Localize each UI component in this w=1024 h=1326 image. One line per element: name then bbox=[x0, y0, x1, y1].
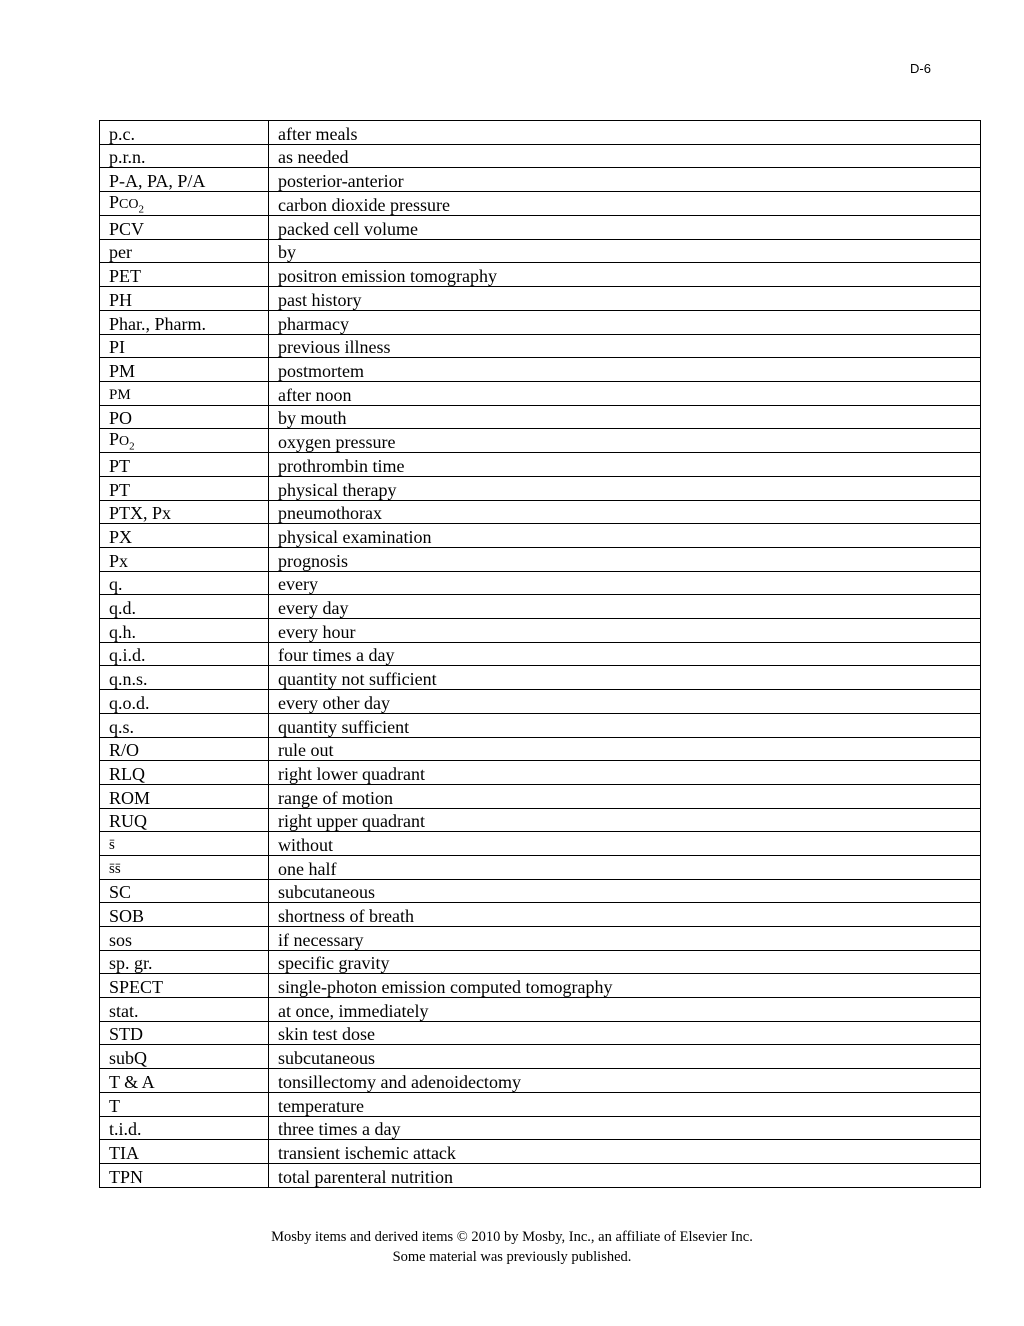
table-row bbox=[100, 998, 981, 1022]
table-row bbox=[100, 263, 981, 287]
abbreviation-text: TPN bbox=[109, 1166, 144, 1187]
abbreviation-text: PT bbox=[109, 455, 131, 476]
table-row bbox=[100, 1116, 981, 1140]
table-row bbox=[100, 500, 981, 524]
meaning-cell: positron emission tomography bbox=[269, 263, 981, 287]
meaning-cell: range of motion bbox=[269, 784, 981, 808]
abbreviation-cell bbox=[100, 1140, 269, 1164]
table-row bbox=[100, 1163, 981, 1187]
meaning-cell: posterior-anterior bbox=[269, 168, 981, 192]
abbreviation-text: q.n.s. bbox=[109, 669, 148, 690]
abbreviation-text: s̄s̄ bbox=[109, 860, 121, 877]
abbreviation-text: STD bbox=[109, 1024, 144, 1045]
table-row bbox=[100, 1069, 981, 1093]
table-row bbox=[100, 737, 981, 761]
abbreviation-text: s̄ bbox=[109, 836, 115, 853]
abbreviation-text: R/O bbox=[109, 740, 140, 761]
abbreviation-cell bbox=[100, 239, 269, 263]
table-row bbox=[100, 690, 981, 714]
abbreviation-text: PX bbox=[109, 527, 133, 547]
meaning-cell: as needed bbox=[269, 144, 981, 168]
table-row bbox=[100, 287, 981, 311]
abbreviation-text: q. bbox=[109, 574, 123, 595]
abbreviation-cell bbox=[100, 619, 269, 643]
abbreviation-cell bbox=[100, 974, 269, 998]
table-row bbox=[100, 453, 981, 477]
table-row bbox=[100, 761, 981, 785]
meaning-cell: by bbox=[269, 239, 981, 263]
meaning-cell: physical therapy bbox=[269, 476, 981, 500]
abbreviation-text: TIA bbox=[109, 1142, 139, 1163]
abbreviation-text: P bbox=[109, 192, 120, 213]
abbreviation-cell bbox=[100, 571, 269, 595]
table-row bbox=[100, 974, 981, 998]
table-row bbox=[100, 1092, 981, 1116]
table-row bbox=[100, 595, 981, 619]
meaning-cell: physical examination bbox=[269, 524, 981, 548]
meaning-cell: single-photon emission computed tomography bbox=[269, 974, 981, 998]
abbreviation-table-body bbox=[100, 121, 981, 1188]
abbreviation-cell bbox=[100, 144, 269, 168]
abbreviation-small-caps: CO bbox=[119, 197, 139, 213]
meaning-cell: four times a day bbox=[269, 642, 981, 666]
abbreviation-cell bbox=[100, 263, 269, 287]
meaning-cell: right lower quadrant bbox=[269, 761, 981, 785]
abbreviation-cell bbox=[100, 429, 269, 453]
abbreviation-text: T bbox=[109, 1095, 120, 1116]
footer-line-2: Some material was previously published. bbox=[392, 1249, 632, 1265]
meaning-cell: pneumothorax bbox=[269, 500, 981, 524]
abbreviation-cell bbox=[100, 1045, 269, 1069]
abbreviation-text: q.d. bbox=[109, 598, 136, 619]
meaning-cell: three times a day bbox=[269, 1116, 981, 1140]
abbreviation-text: subQ bbox=[109, 1048, 148, 1069]
meaning-cell: one half bbox=[269, 855, 981, 879]
table-row bbox=[100, 855, 981, 879]
abbreviation-cell bbox=[100, 1092, 269, 1116]
table-row bbox=[100, 950, 981, 974]
abbreviation-cell bbox=[100, 381, 269, 405]
abbreviation-text: Phar., Pharm. bbox=[109, 313, 206, 334]
table-row bbox=[100, 310, 981, 334]
meaning-cell: right upper quadrant bbox=[269, 808, 981, 832]
table-row bbox=[100, 524, 981, 548]
abbreviation-cell bbox=[100, 287, 269, 311]
abbreviation-subscript: 2 bbox=[129, 440, 135, 453]
abbreviation-cell bbox=[100, 595, 269, 619]
abbreviation-cell bbox=[100, 216, 269, 240]
abbreviation-cell bbox=[100, 784, 269, 808]
abbreviation-text: PM bbox=[109, 360, 136, 381]
abbreviation-text: Px bbox=[109, 550, 129, 571]
abbreviation-cell bbox=[100, 808, 269, 832]
abbreviation-text: PT bbox=[109, 479, 131, 500]
meaning-cell: carbon dioxide pressure bbox=[269, 192, 981, 216]
meaning-cell: by mouth bbox=[269, 405, 981, 429]
abbreviation-cell bbox=[100, 998, 269, 1022]
table-row bbox=[100, 405, 981, 429]
meaning-cell: skin test dose bbox=[269, 1021, 981, 1045]
table-row bbox=[100, 619, 981, 643]
meaning-cell: prothrombin time bbox=[269, 453, 981, 477]
abbreviation-cell bbox=[100, 168, 269, 192]
abbreviation-text: P-A, PA, P/A bbox=[109, 171, 206, 192]
meaning-cell: total parenteral nutrition bbox=[269, 1163, 981, 1187]
meaning-cell: packed cell volume bbox=[269, 216, 981, 240]
meaning-cell: every bbox=[269, 571, 981, 595]
table-row bbox=[100, 476, 981, 500]
meaning-cell: every day bbox=[269, 595, 981, 619]
table-row bbox=[100, 548, 981, 572]
meaning-cell: subcutaneous bbox=[269, 1045, 981, 1069]
abbreviation-cell bbox=[100, 334, 269, 358]
table-row bbox=[100, 832, 981, 856]
meaning-cell: at once, immediately bbox=[269, 998, 981, 1022]
table-row bbox=[100, 571, 981, 595]
abbreviation-text: SOB bbox=[109, 906, 145, 926]
abbreviation-cell bbox=[100, 310, 269, 334]
abbreviation-text: PCV bbox=[109, 218, 145, 239]
table-row bbox=[100, 642, 981, 666]
abbreviation-cell bbox=[100, 121, 269, 145]
meaning-cell: previous illness bbox=[269, 334, 981, 358]
abbreviation-cell bbox=[100, 500, 269, 524]
table-row bbox=[100, 808, 981, 832]
abbreviation-cell bbox=[100, 548, 269, 572]
meaning-cell: shortness of breath bbox=[269, 903, 981, 927]
table-row bbox=[100, 381, 981, 405]
meaning-cell: postmortem bbox=[269, 358, 981, 382]
table-row bbox=[100, 879, 981, 903]
abbreviation-subscript: 2 bbox=[138, 203, 144, 216]
table-row bbox=[100, 927, 981, 951]
abbreviation-cell bbox=[100, 405, 269, 429]
meaning-cell: specific gravity bbox=[269, 950, 981, 974]
abbreviation-cell bbox=[100, 192, 269, 216]
meaning-cell: tonsillectomy and adenoidectomy bbox=[269, 1069, 981, 1093]
abbreviation-text: PI bbox=[109, 337, 126, 358]
meaning-cell: after noon bbox=[269, 381, 981, 405]
abbreviation-cell bbox=[100, 713, 269, 737]
abbreviation-text: q.o.d. bbox=[109, 692, 150, 713]
abbreviation-text: p.c. bbox=[109, 123, 135, 144]
meaning-cell: subcutaneous bbox=[269, 879, 981, 903]
table-row bbox=[100, 144, 981, 168]
meaning-cell: oxygen pressure bbox=[269, 429, 981, 453]
meaning-cell: prognosis bbox=[269, 548, 981, 572]
abbreviation-cell bbox=[100, 737, 269, 761]
abbreviation-text: T & A bbox=[109, 1071, 155, 1092]
abbreviation-cell bbox=[100, 642, 269, 666]
table-row bbox=[100, 1021, 981, 1045]
abbreviation-small-caps: O bbox=[119, 434, 130, 450]
abbreviation-cell bbox=[100, 1021, 269, 1045]
abbreviation-cell bbox=[100, 453, 269, 477]
table-row bbox=[100, 713, 981, 737]
table-row bbox=[100, 1045, 981, 1069]
abbreviation-cell bbox=[100, 761, 269, 785]
meaning-cell: quantity not sufficient bbox=[269, 666, 981, 690]
abbreviation-text: PET bbox=[109, 266, 142, 287]
abbreviation-text: q.h. bbox=[109, 621, 136, 642]
abbreviation-cell bbox=[100, 690, 269, 714]
meaning-cell: every hour bbox=[269, 619, 981, 643]
table-row bbox=[100, 192, 981, 216]
abbreviation-text: ROM bbox=[109, 787, 151, 808]
table-row bbox=[100, 239, 981, 263]
abbreviation-text: SC bbox=[109, 882, 132, 903]
abbreviation-text: sos bbox=[109, 929, 133, 950]
abbreviation-text: SPECT bbox=[109, 977, 164, 998]
copyright-footer bbox=[0, 1227, 1024, 1267]
abbreviation-cell bbox=[100, 950, 269, 974]
abbreviation-cell bbox=[100, 832, 269, 856]
abbreviation-text: per bbox=[109, 242, 132, 263]
page-number: D-6 bbox=[910, 61, 931, 76]
abbreviation-cell bbox=[100, 903, 269, 927]
abbreviation-cell bbox=[100, 879, 269, 903]
table-row bbox=[100, 666, 981, 690]
table-row bbox=[100, 121, 981, 145]
abbreviation-cell bbox=[100, 1069, 269, 1093]
abbreviation-text: RUQ bbox=[109, 811, 148, 832]
abbreviation-cell bbox=[100, 524, 269, 548]
table-row bbox=[100, 358, 981, 382]
abbreviation-text: stat. bbox=[109, 1000, 139, 1021]
abbreviation-text: sp. gr. bbox=[109, 953, 153, 974]
abbreviation-cell bbox=[100, 666, 269, 690]
table-row bbox=[100, 168, 981, 192]
abbreviation-cell bbox=[100, 1163, 269, 1187]
table-row bbox=[100, 216, 981, 240]
abbreviation-text: PTX, Px bbox=[109, 503, 172, 524]
table-row bbox=[100, 334, 981, 358]
meaning-cell: transient ischemic attack bbox=[269, 1140, 981, 1164]
meaning-cell: temperature bbox=[269, 1092, 981, 1116]
abbreviation-text: P bbox=[109, 429, 120, 450]
footer-line-1: Mosby items and derived items © 2010 by Mosby, Inc., an affiliate of Elsevier Inc. bbox=[271, 1229, 753, 1245]
meaning-cell: pharmacy bbox=[269, 310, 981, 334]
table-row bbox=[100, 429, 981, 453]
meaning-cell: rule out bbox=[269, 737, 981, 761]
abbreviation-cell bbox=[100, 855, 269, 879]
abbreviation-text: PH bbox=[109, 289, 133, 310]
abbreviation-text: p.r.n. bbox=[109, 147, 146, 168]
meaning-cell: without bbox=[269, 832, 981, 856]
abbreviation-text: RLQ bbox=[109, 763, 145, 784]
meaning-cell: every other day bbox=[269, 690, 981, 714]
meaning-cell: if necessary bbox=[269, 927, 981, 951]
abbreviation-text: q.i.d. bbox=[109, 645, 146, 666]
abbreviation-table bbox=[99, 120, 981, 1188]
abbreviation-cell bbox=[100, 476, 269, 500]
abbreviation-cell bbox=[100, 358, 269, 382]
abbreviation-text: PO bbox=[109, 408, 133, 429]
meaning-cell: past history bbox=[269, 287, 981, 311]
abbreviation-text: q.s. bbox=[109, 716, 135, 737]
abbreviation-cell bbox=[100, 927, 269, 951]
table-row bbox=[100, 784, 981, 808]
table-row bbox=[100, 903, 981, 927]
meaning-cell: after meals bbox=[269, 121, 981, 145]
abbreviation-text: PM bbox=[109, 386, 131, 403]
abbreviation-text: t.i.d. bbox=[109, 1119, 142, 1140]
abbreviation-cell bbox=[100, 1116, 269, 1140]
meaning-cell: quantity sufficient bbox=[269, 713, 981, 737]
table-row bbox=[100, 1140, 981, 1164]
